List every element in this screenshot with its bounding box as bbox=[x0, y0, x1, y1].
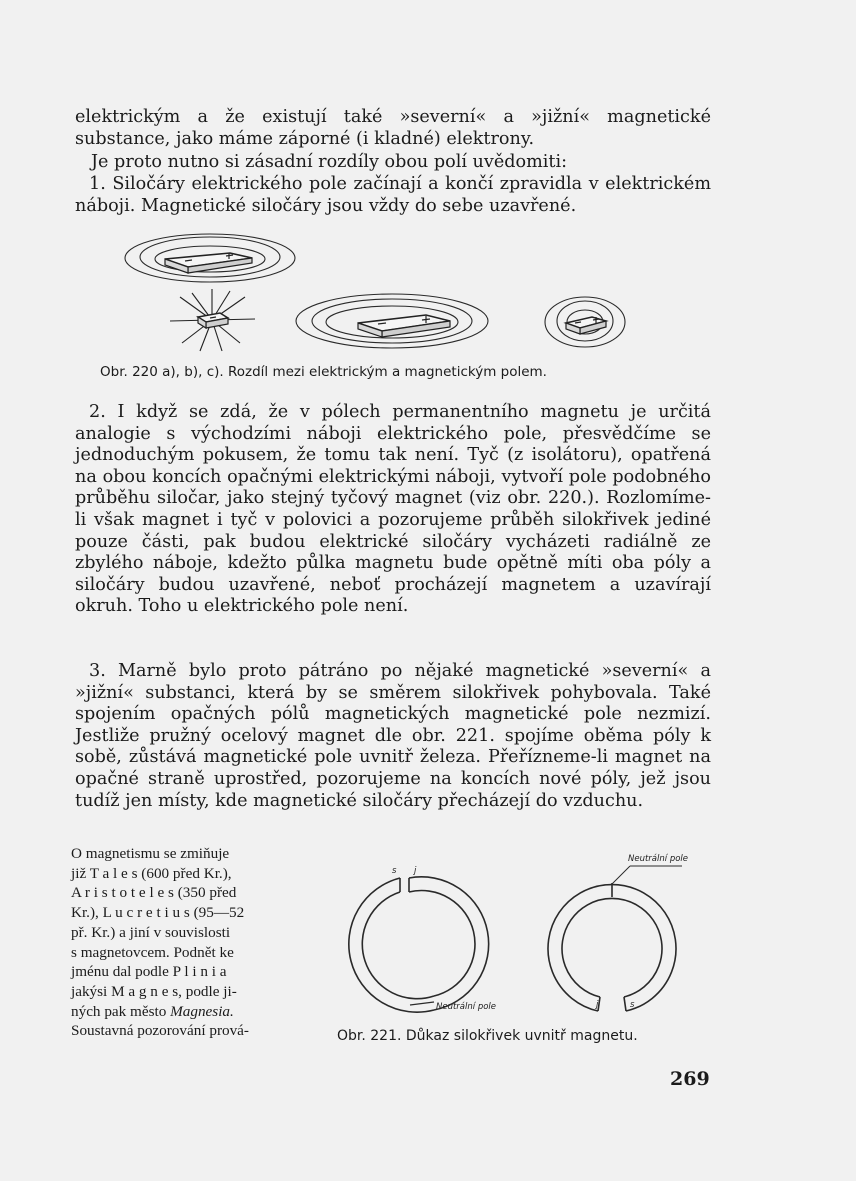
pole-label-j-left: j bbox=[414, 866, 417, 876]
sidebar-line: jménu dal podle P l i n i a bbox=[71, 963, 227, 981]
paragraph-differences: Je proto nutno si zásadní rozdíly obou polí uvědomiti: bbox=[91, 152, 568, 172]
sidebar-note bbox=[71, 844, 311, 1041]
fig220-half-magnet bbox=[545, 297, 625, 347]
sidebar-line: jakýsi M a g n e s, podle ji- bbox=[71, 982, 237, 1000]
figure-220-caption: Obr. 220 a), b), c). Rozdíl mezi elektrickým a magnetickým polem. bbox=[100, 364, 547, 380]
sidebar-line: již T a l e s (600 před Kr.), bbox=[71, 864, 232, 882]
fig221-ring-right bbox=[548, 866, 682, 1011]
sidebar-line: ných pak město Magnesia. bbox=[71, 1002, 234, 1020]
sidebar-line: s magnetovcem. Podnět ke bbox=[71, 943, 234, 961]
paragraph-point-2: 2. I když se zdá, že v pólech permanentního magnetu je určitá analogie s východzími náboji elektrického pole, přesvědčíme se jednoduchým pokusem, že tomu tak není. Tyč (z isolátoru), opatřená na obou koncích opačnými elektrickými náboji, vytvoří pole podobného průběhu siločar, jako stejný tyčový magnet (viz obr. 220.). Rozlomíme-li však magnet i tyč v polovici a pozorujeme průběh silokřivek jediné pouze části, pak budou elektrické siločáry vycházeti radiálně ze zbylého náboje, kdežto půlka magnetu bude opětně míti oba póly a siločáry budou uzavřené, neboť procházejí magnetem a uzavírají okruh. Toho u elektrického pole není. bbox=[75, 402, 711, 617]
sidebar-line: A r i s t o t e l e s (350 před bbox=[71, 884, 237, 902]
figure-221-caption: Obr. 221. Důkaz silokřivek uvnitř magnetu. bbox=[337, 1028, 638, 1044]
pole-label-s-left: s bbox=[392, 866, 397, 876]
paragraph-point-3: 3. Marně bylo proto pátráno po nějaké magnetické »severní« a »jižní« substanci, která by se směrem silokřivek pohybovala. Také spojením opačných pólů magnetických magnetické pole nezmizí. Jestliže pružný ocelový magnet dle obr. 221. spojíme oběma póly k sobě, zůstává magnetické pole uvnitř železa. Přeřízneme-li magnet na opačné straně uprostřed, pozorujeme na koncích nové póly, jež jsou tudíž jen místy, kde magnetické siločáry přecházejí do vzduchu. bbox=[75, 661, 711, 811]
sidebar-line: O magnetismu se zmiňuje bbox=[71, 845, 230, 862]
fig220-magnet-c bbox=[296, 294, 488, 348]
sidebar-line: Kr.), L u c r e t i u s (95—52 bbox=[71, 904, 245, 922]
neutral-field-label-bottom: Neutrální pole bbox=[436, 1002, 497, 1012]
sidebar-line: Soustavná pozorování prová- bbox=[71, 1022, 249, 1040]
sidebar-line: př. Kr.) a jiní v souvislosti bbox=[71, 923, 231, 941]
paragraph-point-1: 1. Siločáry elektrického pole začínají a končí zpravidla v elektrickém náboji. Magnetické siločáry jsou vždy do sebe uzavřené. bbox=[75, 174, 711, 216]
figure-220 bbox=[130, 225, 650, 365]
paragraph-intro: elektrickým a že existují také »severní« a »jižní« magnetické substance, jako máme záporné (i kladné) elektrony. bbox=[75, 107, 711, 149]
fig220-charge-b bbox=[170, 289, 255, 351]
pole-label-s-right: s bbox=[630, 1000, 635, 1010]
fig220-magnet-a bbox=[125, 234, 295, 282]
figure-221 bbox=[330, 860, 710, 1030]
fig221-ring-left bbox=[349, 877, 489, 1012]
page-number: 269 bbox=[670, 1068, 710, 1090]
neutral-field-label-top: Neutrální pole bbox=[628, 854, 689, 864]
pole-label-j-right: j bbox=[596, 1000, 599, 1010]
